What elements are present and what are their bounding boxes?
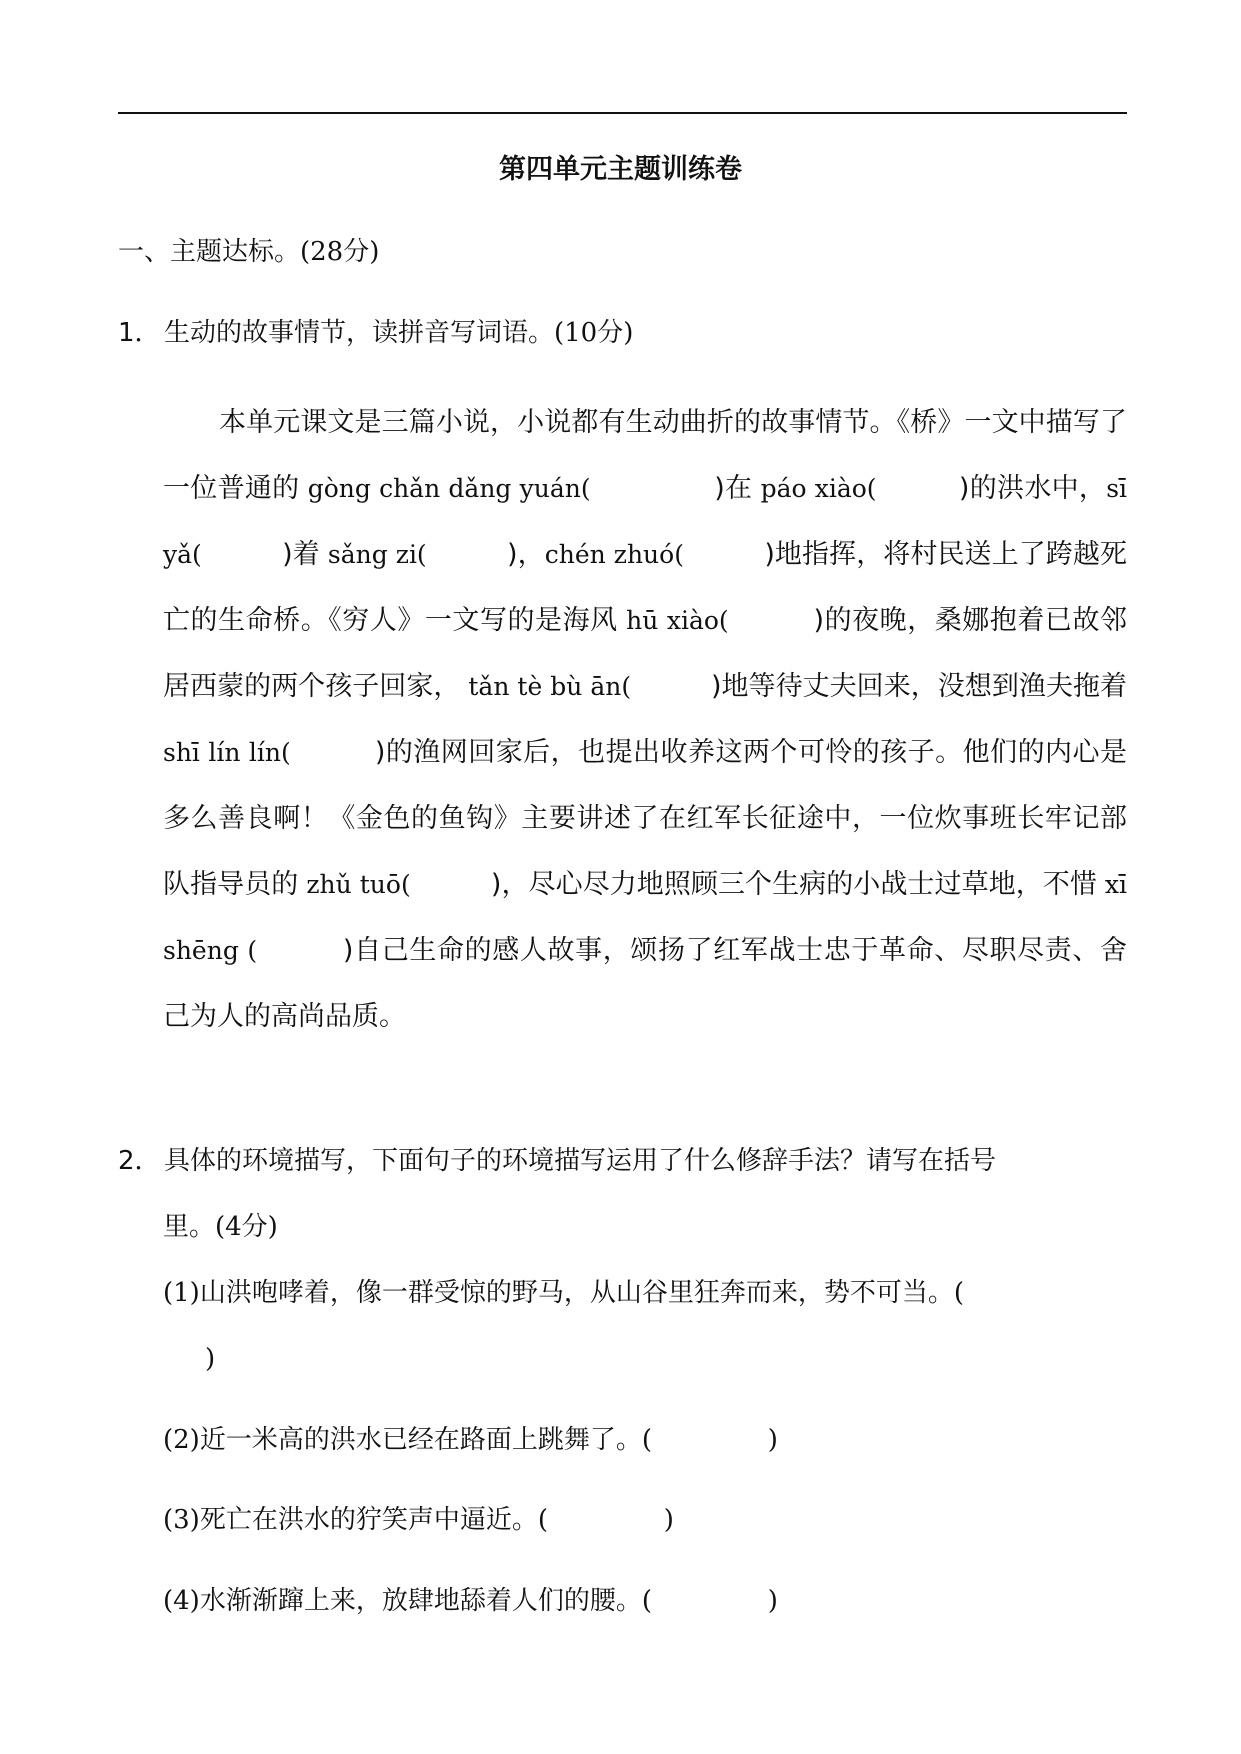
answer-blank[interactable] <box>652 1586 768 1616</box>
answer-blank[interactable] <box>729 606 814 635</box>
header-rule <box>118 112 1127 114</box>
passage-text: )在 <box>714 473 753 504</box>
pinyin-prompt: shī lín lín( <box>163 738 291 767</box>
passage-text: )着 <box>282 539 320 570</box>
sub-question-1-answer-close[interactable] <box>205 1339 215 1379</box>
pinyin-prompt: chén zhuó( <box>544 540 684 569</box>
pinyin-prompt: hū xiào( <box>617 606 729 635</box>
question-number: 1． <box>118 318 161 348</box>
question-1 <box>118 313 633 353</box>
answer-blank[interactable] <box>291 738 375 767</box>
sub-question-3 <box>163 1500 1127 1540</box>
sub-question-2 <box>163 1420 1127 1460</box>
answer-blank[interactable] <box>631 672 711 701</box>
sub-question-text: (4)水渐渐蹿上来，放肆地舔着人们的腰。( <box>163 1586 652 1616</box>
sub-question-4 <box>163 1581 1127 1621</box>
passage-text: )的渔网回家后，也提出收养这两个可怜的孩子。他们的内心是多么善良啊！《金色的鱼钩》主要讲述了在红军长征途中，一位炊事班长牢记部队指导员的 <box>163 737 1127 900</box>
question-text-continued: 里。(4分) <box>163 1212 278 1242</box>
page-title: 第四单元主题训练卷 <box>499 154 742 185</box>
reading-passage <box>163 390 1127 1050</box>
pinyin-prompt: sī yǎ( <box>163 474 1128 569</box>
sub-question-text: (3)死亡在洪水的狞笑声中逼近。( <box>163 1505 548 1535</box>
question-text: 生动的故事情节，读拼音写词语。(10分) <box>164 318 634 348</box>
answer-blank[interactable] <box>591 474 715 503</box>
pinyin-prompt: páo xiào( <box>752 474 877 503</box>
answer-blank[interactable] <box>427 540 507 569</box>
passage-text: )， <box>507 539 545 570</box>
closing-parenthesis: ) <box>767 1425 778 1455</box>
passage-text: )地等待丈夫回来，没想到渔夫拖着 <box>710 671 1128 702</box>
sub-question-1 <box>163 1273 1127 1313</box>
answer-blank[interactable] <box>257 936 343 965</box>
passage-text: )，尽心尽力地照顾三个生病的小战士过草地，不惜 <box>490 869 1097 900</box>
passage-text: )自己生命的感人故事，颂扬了红军战士忠于革命、尽职尽责、舍己为人的高尚品质。 <box>163 935 1128 1032</box>
question-2 <box>118 1128 1127 1194</box>
answer-blank[interactable] <box>652 1425 768 1455</box>
answer-blank[interactable] <box>411 870 491 899</box>
closing-parenthesis: ) <box>205 1344 216 1374</box>
pinyin-prompt: sǎng zi( <box>319 540 427 569</box>
answer-blank[interactable] <box>684 540 764 569</box>
passage-text: 本单元课文是三篇小说，小说都有生动曲折的故事情节。《桥》一文中描写了一位普通的 <box>163 407 1127 504</box>
passage-text: )的洪水中， <box>958 473 1107 504</box>
question-text: 具体的环境描写，下面句子的环境描写运用了什么修辞手法？请写在括号 <box>164 1146 997 1176</box>
sub-question-text: (1)山洪咆哮着，像一群受惊的野马，从山谷里狂奔而来，势不可当。( <box>163 1278 964 1308</box>
closing-parenthesis: ) <box>767 1586 778 1616</box>
passage-text: )地指挥，将村民送上了跨越死亡的生命桥。《穷人》一文写的是海风 <box>163 539 1127 636</box>
pinyin-prompt: gòng chǎn dǎng yuán( <box>299 474 591 503</box>
closing-parenthesis: ) <box>663 1505 674 1535</box>
pinyin-prompt: zhǔ tuō( <box>298 870 411 899</box>
answer-blank[interactable] <box>877 474 959 503</box>
pinyin-prompt: xī shēng ( <box>163 870 1128 965</box>
question-number: 2． <box>118 1146 161 1176</box>
answer-blank[interactable] <box>202 540 282 569</box>
section-heading: 一、主题达标。(28分) <box>118 237 380 267</box>
sub-question-text: (2)近一米高的洪水已经在路面上跳舞了。( <box>163 1425 652 1455</box>
passage-text: )的夜晚，桑娜抱着已故邻居西蒙的两个孩子回家， <box>163 605 1127 702</box>
answer-blank[interactable] <box>548 1505 664 1535</box>
pinyin-prompt: tǎn tè bù ān( <box>460 672 632 701</box>
